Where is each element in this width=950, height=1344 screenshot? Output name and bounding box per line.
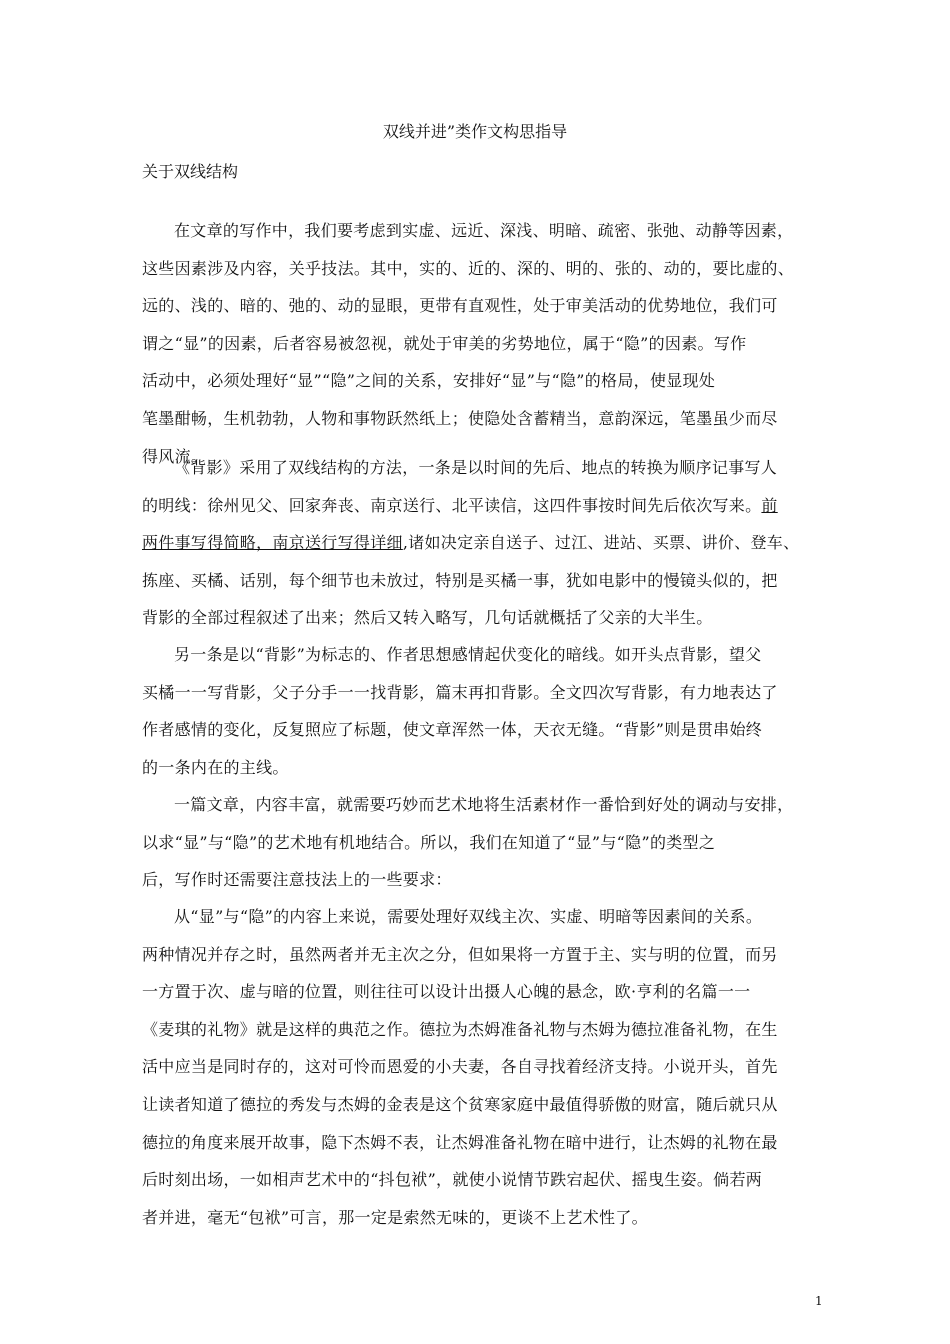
document-title: 双线并进”类作文构思指导 bbox=[382, 122, 568, 141]
text-line: 作者感情的变化，反复照应了标题，使文章浑然一体，天衣无缝。“背影”则是贯串始终 bbox=[142, 720, 763, 740]
text-line: 背影的全部过程叙述了出来；然后又转入略写，几句话就概括了父亲的大半生。 bbox=[142, 608, 713, 628]
paragraph-4 bbox=[142, 786, 832, 899]
underlined-text: 前 bbox=[761, 495, 778, 515]
underlined-text: 两件事写得简略，南京送行写得详细 bbox=[142, 533, 403, 553]
text-line: 两种情况并存之时，虽然两者并无主次之分，但如果将一方置于主、实与明的位置，而另 bbox=[142, 944, 778, 964]
text-line: 者并进，毫无“包袱”可言，那一定是索然无味的，更谈不上艺术性了。 bbox=[142, 1207, 648, 1227]
text-line bbox=[142, 524, 832, 562]
text-line: 《麦琪的礼物》就是这样的典范之作。德拉为杰姆准备礼物与杰姆为德拉准备礼物，在生 bbox=[142, 1019, 778, 1039]
paragraph-2 bbox=[142, 449, 832, 637]
text-line: 以求“显”与“隐”的艺术地有机地结合。所以，我们在知道了“显”与“隐”的类型之 bbox=[142, 832, 716, 852]
text-line: 另一条是以“背影”为标志的、作者思想感情起伏变化的暗线。如开头点背影，望父 bbox=[174, 645, 762, 664]
page-number: 1 bbox=[815, 1294, 823, 1308]
text-line: 得风流。 bbox=[142, 446, 208, 466]
text-line: 后时刻出场，一如相声艺术中的“抖包袱”，就使小说情节跌宕起伏、摇曳生姿。倘若两 bbox=[142, 1170, 763, 1190]
text-line: 让读者知道了德拉的秀发与杰姆的金表是这个贫寒家庭中最值得骄傲的财富，随后就只从 bbox=[142, 1094, 778, 1114]
text-line: 笔墨酣畅，生机勃勃，人物和事物跃然纸上；使隐处含蓄精当，意韵深远，笔墨虽少而尽 bbox=[142, 408, 778, 428]
text-segment: 的明线：徐州见父、回家奔丧、南京送行、北平读信，这四件事按时间先后依次写来。 bbox=[142, 495, 762, 515]
text-line: 从“显”与“隐”的内容上来说，需要处理好双线主次、实虚、明暗等因素间的关系。 bbox=[174, 907, 763, 926]
text-line: 《背影》采用了双线结构的方法，一条是以时间的先后、地点的转换为顺序记事写人 bbox=[174, 458, 778, 477]
text-line: 德拉的角度来展开故事，隐下杰姆不表，让杰姆准备礼物在暗中进行，让杰姆的礼物在最 bbox=[142, 1132, 778, 1152]
text-line: 的一条内在的主线。 bbox=[142, 757, 289, 777]
text-line: 谓之“显”的因素，后者容易被忽视，就处于审美的劣势地位，属于“隐”的因素。写作 bbox=[142, 333, 747, 353]
text-line: 活动中，必须处理好“显”“隐”之间的关系，安排好“显”与“隐”的格局，使显现处 bbox=[142, 371, 716, 391]
text-line: 买橘一一写背影，父子分手一一找背影，篇末再扣背影。全文四次写背影，有力地表达了 bbox=[142, 682, 778, 702]
paragraph-3 bbox=[142, 636, 832, 786]
text-line: 活中应当是同时存的，这对可怜而恩爱的小夫妻，各自寻找着经济支持。小说开头，首先 bbox=[142, 1057, 778, 1077]
text-line: 在文章的写作中，我们要考虑到实虚、远近、深浅、明暗、疏密、张弛、动静等因素， bbox=[174, 221, 794, 240]
paragraph-5 bbox=[142, 898, 832, 1236]
section-heading: 关于双线结构 bbox=[142, 162, 239, 181]
text-line: 一方置于次、虚与暗的位置，则往往可以设计出摄人心魄的悬念，欧·亨利的名篇一一 bbox=[142, 982, 751, 1002]
text-line: 这些因素涉及内容，关乎技法。其中，实的、近的、深的、明的、张的、动的，要比虚的、 bbox=[142, 258, 795, 278]
text-segment: ,诸如决定亲自送子、过江、进站、买票、讲价、登车、 bbox=[402, 533, 800, 553]
text-line: 拣座、买橘、话别，每个细节也未放过，特别是买橘一事，犹如电影中的慢镜头似的，把 bbox=[142, 570, 778, 590]
text-line: 后，写作时还需要注意技法上的一些要求： bbox=[142, 870, 452, 890]
text-line bbox=[142, 487, 832, 525]
text-line: 远的、浅的、暗的、弛的、动的显眼，更带有直观性，处于审美活动的优势地位，我们可 bbox=[142, 296, 778, 316]
text-line: 一篇文章，内容丰富，就需要巧妙而艺术地将生活素材作一番恰到好处的调动与安排， bbox=[174, 795, 794, 814]
paragraph-1 bbox=[142, 212, 832, 475]
